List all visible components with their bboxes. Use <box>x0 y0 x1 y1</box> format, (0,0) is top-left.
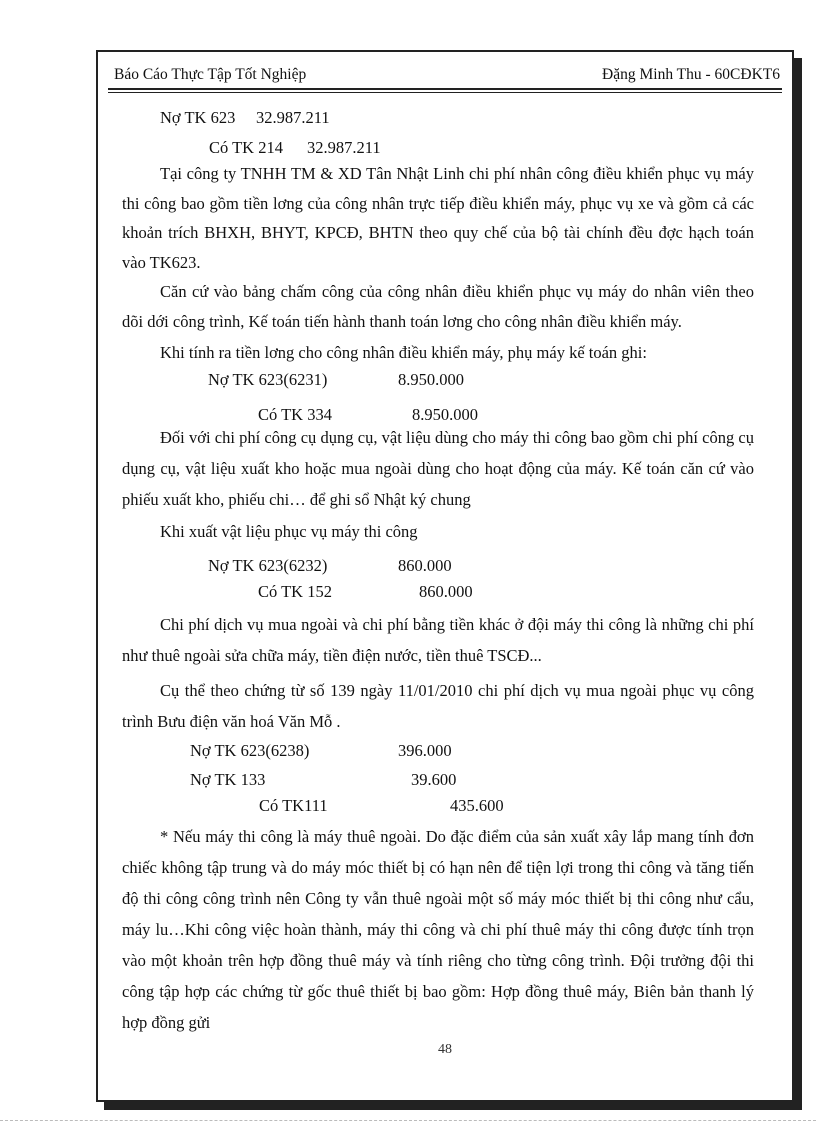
amount: 39.600 <box>411 770 457 789</box>
paragraph: Khi tính ra tiền lơng cho công nhân điều khiển máy, phụ máy kế toán ghi: <box>160 343 647 362</box>
paragraph: Khi xuất vật liệu phục vụ máy thi công <box>160 522 418 541</box>
page-number: 48 <box>438 1042 452 1057</box>
paragraph: Căn cứ vào bảng chấm công của công nhân điều khiển phục vụ máy do nhân viên theo dõi dới công trình, Kế toán tiến hành thanh toán lơng cho công nhân điều khiển máy. <box>122 282 754 331</box>
journal-line <box>258 582 473 602</box>
account-label: Nợ TK 623(6231) <box>208 370 328 389</box>
account-label: Có TK 214 <box>209 138 283 157</box>
header-rule <box>108 88 782 90</box>
amount: 8.950.000 <box>412 405 478 424</box>
amount: 435.600 <box>450 796 504 815</box>
account-label: Nợ TK 623(6238) <box>190 741 310 760</box>
paragraph: Đối với chi phí công cụ dụng cụ, vật liệu dùng cho máy thi công bao gồm chi phí công cụ dụng cụ, vật liệu xuất kho hoặc mua ngoài dùng cho hoạt động của máy. Kế toán căn cứ vào phiếu xuất kho, phiếu chi… để ghi sổ Nhật ký chung <box>122 428 754 509</box>
amount: 860.000 <box>419 582 473 601</box>
amount: 32.987.211 <box>307 138 381 157</box>
journal-line <box>160 108 330 128</box>
paragraph: Tại công ty TNHH TM & XD Tân Nhật Linh chi phí nhân công điều khiển phục vụ máy thi công bao gồm tiền lơng của công nhân trực tiếp điều khiển máy, phục vụ xe và gồm cả các khoản trích BHXH, BHYT, KPCĐ, BHTN theo quy chế của bộ tài chính đều đợc hạch toán vào TK623. <box>122 164 754 272</box>
header-author: Đặng Minh Thu - 60CĐKT6 <box>602 66 780 83</box>
journal-line <box>190 741 452 761</box>
journal-line <box>209 138 381 158</box>
paragraph: Cụ thể theo chứng từ số 139 ngày 11/01/2010 chi phí dịch vụ mua ngoài phục vụ công trình Bưu điện văn hoá Văn Mỗ . <box>122 681 754 731</box>
page-frame <box>96 50 794 1102</box>
page-break-line <box>0 1120 816 1121</box>
account-label: Có TK 334 <box>258 405 332 424</box>
header-rule-thin <box>108 92 782 93</box>
paragraph: Chi phí dịch vụ mua ngoài và chi phí bằng tiền khác ở đội máy thi công là những chi phí như thuê ngoài sửa chữa máy, tiền điện nước, tiền thuê TSCĐ... <box>122 615 754 665</box>
account-label: Nợ TK 623 <box>160 108 236 127</box>
journal-line <box>208 556 452 576</box>
account-label: Có TK 152 <box>258 582 332 601</box>
page-header <box>114 66 780 88</box>
paragraph: * Nếu máy thi công là máy thuê ngoài. Do đặc điểm của sản xuất xây lắp mang tính đơn chiếc không tập trung và do máy móc thiết bị có hạn nên để tiện lợi trong thi công và tăng tiến độ thi công công trình nên Công ty vẫn thuê ngoài một số máy móc thiết bị thi công như cẩu, máy lu…Khi công việc hoàn thành, máy thi công và chi phí thuê máy thi công được tính trọn vào một khoản trên hợp đồng thuê máy và tính riêng cho từng công trình. Đội trưởng đội thi công tập hợp các chứng từ gốc thuê thiết bị bao gồm: Hợp đồng thuê máy, Biên bản thanh lý hợp đồng gửi <box>122 827 754 1032</box>
amount: 8.950.000 <box>398 370 464 389</box>
journal-line <box>208 370 464 390</box>
amount: 32.987.211 <box>256 108 330 127</box>
journal-line <box>259 796 504 816</box>
account-label: Nợ TK 133 <box>190 770 266 789</box>
account-label: Nợ TK 623(6232) <box>208 556 328 575</box>
amount: 860.000 <box>398 556 452 575</box>
account-label: Có TK111 <box>259 796 328 815</box>
journal-line <box>190 770 457 790</box>
amount: 396.000 <box>398 741 452 760</box>
header-title: Báo Cáo Thực Tập Tốt Nghiệp <box>114 66 307 83</box>
